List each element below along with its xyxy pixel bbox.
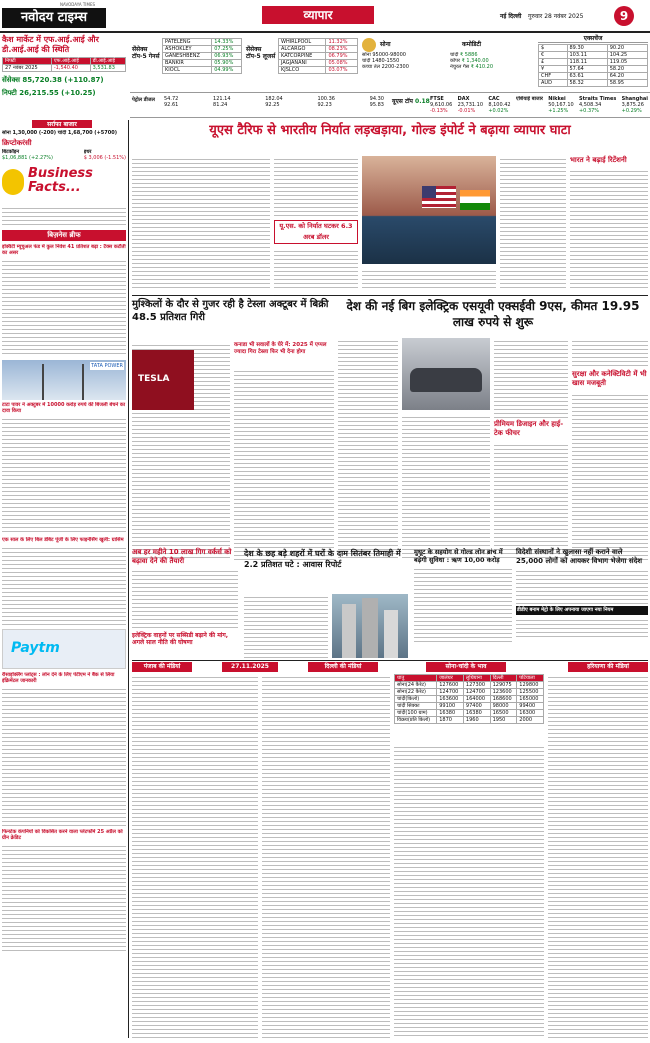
commodity-label: कमोडिटी bbox=[462, 41, 482, 48]
fii-label: यूएस टॉप 0.18 bbox=[392, 98, 430, 105]
fii-dii-box bbox=[2, 35, 128, 117]
newspaper-title: नवोदय टाइम्स bbox=[2, 8, 106, 28]
housing-story bbox=[244, 548, 408, 658]
tesla-photo bbox=[132, 350, 194, 410]
gig-sub: इलेक्ट्रिक वाहनों पर सब्सिडी बढ़ाने की मांग, अगले साल नीति की घोषणा bbox=[132, 632, 228, 646]
gainers-table: PATELENG 14.33% ASHOKLEY 07.25% GANESHBENZ 06.93% BANKIR 05.90% KIOCL 04.99% bbox=[162, 38, 242, 74]
tata-power-logo: TATA POWER bbox=[91, 363, 123, 369]
masthead bbox=[0, 0, 650, 34]
commodity-coin-icon bbox=[362, 38, 376, 52]
building-photo bbox=[332, 594, 408, 658]
indices-label: पेट्रोल डीजल bbox=[132, 97, 155, 103]
housing-headline: देश के छह बड़े शहरों में घरों के दाम सितंबर तिमाही में 2.2 प्रतिशत घटे : आवास रिपोर्ट bbox=[244, 549, 401, 569]
xev-story bbox=[338, 298, 648, 560]
power-lines-photo bbox=[2, 360, 126, 400]
nifty-line: निफ्टी 26,215.55 (+10.25) bbox=[2, 89, 96, 97]
business-facts-title: Business Facts... bbox=[28, 166, 93, 195]
brief-1-head: इक्विटी म्यूचुअल फंड में कुल निवेश 41 प्रतिशत बढ़ा : टैक्स कटौती का असर bbox=[2, 244, 126, 256]
india-flag bbox=[460, 190, 490, 210]
forex-label: एक्सचेंज bbox=[538, 34, 648, 43]
goldloan-story bbox=[414, 548, 512, 658]
forex-table: $ 89.30 90.20 € 103.11 104.25 £ 118.11 119.05 ¥ 57.64 58.20 CHF 63.61 64.20 AUD 58.32 58.95 bbox=[538, 44, 648, 87]
xev-headline: देश की नई बिग इलेक्ट्रिक एसयूवी एक्सईवी 9एस, कीमत 19.95 लाख रुपये से शुरू bbox=[346, 299, 640, 329]
edition: नई दिल्ली bbox=[500, 13, 522, 20]
tesla-story bbox=[132, 298, 334, 558]
suv-photo bbox=[402, 338, 490, 410]
tesla-headline: मुश्किलों के दौर से गुजर रही है टेस्ला अक्टूबर में बिक्री 48.5 प्रतिशत गिरी bbox=[132, 299, 329, 323]
mandi-date: 27.11.2025 bbox=[222, 662, 278, 672]
bulb-icon bbox=[2, 169, 24, 195]
commodity-box: सोना सोना 95000-98000 चांदी 1480-1550 कच्चा तेल 2200-2300 कमोडिटी चांदी ₹ 5886 कॉपर ₹ 1,340.00 नेचुरल गैस ₹ 410.20 bbox=[362, 36, 534, 82]
sarrafa-text: सोना 1,30,000 (-200) चांदी 1,68,700 (+5700) bbox=[2, 130, 117, 136]
paytm-photo bbox=[2, 629, 126, 669]
business-facts-box bbox=[2, 165, 126, 205]
goldloan-headline: मुथूट के सहयोग से गोल्ड लोन ब्रांच में बढ़ेगी सुविधा : ऋण 10,00 करोड़ bbox=[414, 548, 503, 564]
brief-4-head: रीसाइक्लिंग प्लांट्स : लोन देने के लिए पेटीएम ने बैंक से लिया इंक्रिमेंटल जानकारी bbox=[2, 672, 115, 684]
brief-3-head: एक साल के लिए बिल डेबिट पूंजी के लिए फाइनेंसिंग खुली: ग्रासिम bbox=[2, 537, 124, 543]
sarrafa-label: सर्राफा बाजार bbox=[32, 120, 92, 128]
top-losers bbox=[246, 36, 356, 82]
gold-silver-table-box bbox=[394, 674, 544, 740]
sensex-line: सेंसेक्स 85,720.38 (+110.87) bbox=[2, 76, 104, 84]
gold-label: सोना bbox=[380, 41, 391, 48]
delhi-mandi-list bbox=[262, 674, 390, 1038]
losers-label: सेंसेक्स टॉप-5 लूजर्स bbox=[246, 46, 276, 60]
paytm-logo: Paytm bbox=[11, 640, 60, 656]
lead-byline: भारत ने बढ़ाई रिटेंशनी bbox=[570, 156, 627, 164]
date: गुरुवार 28 नवंबर 2025 bbox=[528, 13, 584, 20]
brief-5-head: फिनटेक कंपनियों को विकसित करने वाला प्लेटफॉर्म 25 अप्रैल को ग्रीन क्रेडिट bbox=[2, 829, 123, 841]
masthead-small-label: NAVODAYA TIMES bbox=[60, 2, 96, 7]
haryana-mandi-label: हरियाणा की मंडियां bbox=[568, 662, 648, 672]
page-number: 9 bbox=[614, 6, 634, 26]
port-ship-photo bbox=[362, 156, 496, 264]
us-flag bbox=[422, 186, 456, 208]
incometax-story bbox=[516, 548, 648, 658]
gig-headline: अब हर महीने 10 लाख गिग वर्कर्स को बढ़ावा देने की तैयारी bbox=[132, 548, 232, 565]
mandi-headers bbox=[132, 662, 648, 672]
xev-sub1: प्रीमियम डिजाइन और हाई-टेक फीचर bbox=[494, 420, 564, 437]
incometax-sub: डीडीए बनाम मेट्रो के लिए अपनाया जाएगा नया नियम bbox=[516, 606, 648, 615]
lead-kicker: यू.एस. को निर्यात घटकर 6.3 अरब डॉलर bbox=[274, 220, 358, 244]
top-gainers bbox=[132, 36, 242, 82]
delhi-mandi-label: दिल्ली की मंडियां bbox=[308, 662, 378, 672]
fii-dii-table: निफ्टी एफ.आई.आई डी.आई.आई 27 नवंबर 2025 -1,540.40 3,531.83 bbox=[2, 57, 126, 72]
brief-2-head: टाटा पावर ने अक्टूबर में 10000 करोड़ रुपये की बिजली बेचने का दावा किया bbox=[2, 402, 126, 414]
lead-story bbox=[132, 122, 648, 294]
business-brief-label: बिज़नेस ब्रीफ bbox=[2, 230, 126, 241]
left-sidebar: सर्राफा बाजार सोना 1,30,000 (-200) चांदी 1,68,700 (+5700) क्रिप्टोकरंसी बिटकॉइन $1,06,881 (+2.27%) इथर $ 3,006 (-1.51%) Business Facts... बिज़नेस ब्रीफ इक्विटी म्यूचुअल फंड में कुल निवेश 41 प्रतिशत बढ़ा : टैक्स कटौती का असर TATA POWER टाटा पावर ने अक्टूबर में 10000 करोड़ रुपये की बिजली बेचने का दावा किया एक साल के लिए बिल डेबिट पूंजी के लिए फाइनेंसिंग खुली: ग्रासिम Paytm रीसाइक्लिंग प्लांट्स : लोन देने के लिए पेटीएम ने बैंक से लिया इंक्रिमेंटल जानकारी फिनटेक कंपनियों को विकसित करने वाला प्लेटफॉर्म 25 अप्रैल को ग्रीन क्रेडिट bbox=[2, 120, 126, 1038]
losers-table: WHIRLPOOL 11.32% ALCARGO 08.23% KATCORPINE 06.79% JAGJANANI 05.08% KJSLCO 03.07% bbox=[278, 38, 358, 74]
punjab-mandi-list bbox=[132, 674, 258, 1038]
gig-story bbox=[132, 548, 238, 658]
section-title: व्यापार bbox=[262, 6, 374, 24]
crypto-label: क्रिप्टोकरंसी bbox=[2, 139, 32, 147]
delhi-mandi-list-2 bbox=[394, 744, 544, 1038]
gold-silver-table: धातु जालंधर लुधियाना दिल्ली पटियाला सोना(24 कैरेट) 127600 127300 129075 129800 सोना(22 कैरेट) 124700 124700 123600 125500 चांदी(किलो) 163600 164000 168600 165000 चांदी सिक्का 99100 97400 98000 99400 चांदी(100 ग्राम) 16380 16380 16500 16300 विक्रय(प्रति किलो) 1870 1960 1950 2000 bbox=[394, 674, 544, 724]
gold-silver-label: सोना-चांदी के भाव bbox=[426, 662, 506, 672]
tesla-side-head: कनाडा भी सवालों के घेरे में: 2025 में एप्पल ज्यादा गिरा टेस्ला फिर भी देना होगा bbox=[234, 342, 327, 355]
xev-sub2: सुरक्षा और कनेक्टिविटी में भी खास मजबूती bbox=[572, 370, 647, 387]
incometax-headline: विदेशी संस्थानों ने खुलासा नहीं कराने वाले 25,000 लोगों को आयकर विभाग भेजेगा संदेश bbox=[516, 548, 643, 565]
indices-strip: पेट्रोल डीजल 54.72 92.61 121.14 81.24 182.04 92.25 100.36 92.23 94.30 95.83 यूएस टॉप 0.18 FTSE 9,610.06 -0.13% DAX 23,731.10 -0.01% CAC 8,100.42 +0.02% एशियाई बाजार Nikkei 50,167.10 +1.25% Straits Times 4,508.34 +0.37% Shanghai 3,875.26 +0.29% bbox=[130, 92, 650, 118]
haryana-mandi-list bbox=[548, 674, 648, 1038]
forex-box bbox=[538, 34, 648, 94]
gainers-label: सेंसेक्स टॉप-5 गेनर्स bbox=[132, 46, 160, 60]
punjab-mandi-label: पंजाब की मंडियां bbox=[132, 662, 192, 672]
fii-dii-headline: कैश मार्केट में एफ.आई.आई और डी.आई.आई की स्थिति bbox=[2, 35, 99, 54]
tesla-logo-text: TESLA bbox=[138, 374, 170, 384]
lead-headline: यूएस टैरिफ से भारतीय निर्यात लड़खड़ाया, गोल्ड इंपोर्ट ने बढ़ाया व्यापार घाटा bbox=[209, 123, 571, 138]
